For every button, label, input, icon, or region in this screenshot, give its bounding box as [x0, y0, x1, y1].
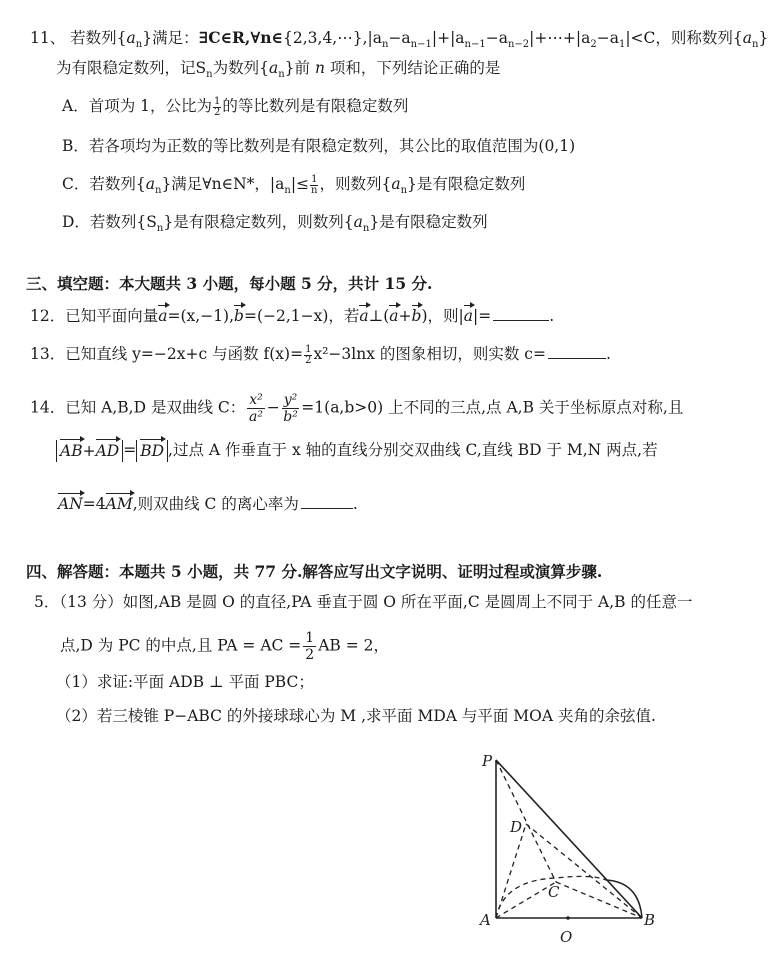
edge-ac — [496, 882, 556, 918]
fraction-y2-b2: $\frac{\text{y²}}{\text{b²}}$ — [283, 392, 298, 425]
q14-line1: 14．已知 A,B,D 是双曲线 C： $\frac{\text{x²}}{\text{a²}}$ − $\frac{\text{y²}}{\text{b²}}$ =1(a,b>0) 上不同的三点,点 A,B 关于坐标原点对称,且 — [30, 392, 684, 425]
q13: 13．已知直线 y=−2x+c 与函数 f(x)= $\frac{1}{2}$ x²−3lnx 的图象相切，则实数 c= . — [30, 343, 611, 366]
label-o: O — [560, 928, 573, 946]
label-a: A — [480, 911, 491, 929]
q11-line2: 为有限稳定数列，记$S_n$为数列$\{a_n\}$前 n 项和，下列结论正确的是 — [56, 59, 501, 81]
q14-line3: AN=4AM,则双曲线 C 的离心率为 . — [58, 495, 358, 513]
answer-blank[interactable] — [493, 306, 549, 321]
q15-part1: （1）求证:平面 ADB ⊥ 平面 PBC； — [56, 673, 314, 691]
q14-line2: AB+AD = BD ,过点 A 作垂直于 x 轴的直线分别交双曲线 C,直线 BD 于 M,N 两点,若 — [56, 440, 658, 462]
q11-number: 11、 — [30, 29, 66, 47]
section-4-title: 四、解答题：本题共 5 小题，共 77 分.解答应写出文字说明、证明过程或演算步骤. — [26, 562, 603, 581]
q15-line2: 点,D 为 PC 的中点,且 PA = AC = $\frac{1}{2}$ AB = 2， — [60, 630, 390, 663]
fraction-one-over-n: $\frac{1}{n}$ — [311, 173, 318, 196]
q11-option-c: C．若数列$\{a_n\}$满足∀n∈N*，$|a_n|\le$ $\frac{1}{n}$ ，则数列$\{a_n\}$是有限稳定数列 — [62, 173, 526, 197]
label-c: C — [548, 883, 560, 901]
q11-line1: 11、 若数列$\{a_n\}$满足：$\exists C\in R,\forall n\in\{2,3,4,\cdots\},|a_n-a_{n-1}|+|a_{n-1}-a_{n-2}|+\cdots+|a_2-a_1|<C$，则称数列$\{a_n\}$ — [30, 28, 768, 51]
answer-blank[interactable] — [548, 344, 606, 359]
q15-part2: （2）若三棱锥 P−ABC 的外接球球心为 M ,求平面 MDA 与平面 MOA 夹角的余弦值. — [56, 707, 656, 725]
q15-line1: 5．（13 分）如图,AB 是圆 O 的直径,PA 垂直于圆 O 所在平面,C 是圆周上不同于 A,B 的任意一 — [34, 593, 693, 611]
label-d: D — [510, 818, 523, 836]
fraction-half: $\frac{1}{2}$ — [213, 95, 221, 118]
edge-pb — [496, 760, 642, 918]
answer-blank[interactable] — [301, 494, 353, 509]
fraction-x2-a2: $\frac{\text{x²}}{\text{a²}}$ — [249, 392, 263, 425]
fraction-half: $\frac{1}{2}$ — [305, 630, 315, 663]
edge-db — [526, 824, 642, 918]
abs-bd: BD — [136, 440, 168, 462]
q11-option-d: D．若数列$\{S_n\}$是有限稳定数列，则数列$\{a_n\}$是有限稳定数列 — [62, 213, 488, 235]
section-3-title: 三、填空题：本大题共 3 小题，每小题 5 分，共计 15 分. — [26, 274, 433, 293]
label-b: B — [644, 911, 656, 929]
edge-ad — [496, 824, 526, 918]
geometry-figure — [474, 752, 674, 952]
point-o — [566, 916, 570, 920]
q11-option-a: A．首项为 1，公比为 $\frac{1}{2}$ 的等比数列是有限稳定数列 — [62, 95, 409, 118]
q12: 12．已知平面向量a=(x,−1),b=(−2,1−x)，若a⊥(a+b)，则|a|= . — [30, 307, 555, 325]
label-p: P — [482, 752, 493, 770]
edge-pc — [496, 760, 556, 882]
q11-option-b: B．若各项均为正数的等比数列是有限稳定数列，其公比的取值范围为(0,1) — [62, 137, 576, 155]
fraction-half: $\frac{1}{2}$ — [305, 343, 312, 366]
abs-ab-plus-ad: AB+AD — [56, 440, 123, 462]
